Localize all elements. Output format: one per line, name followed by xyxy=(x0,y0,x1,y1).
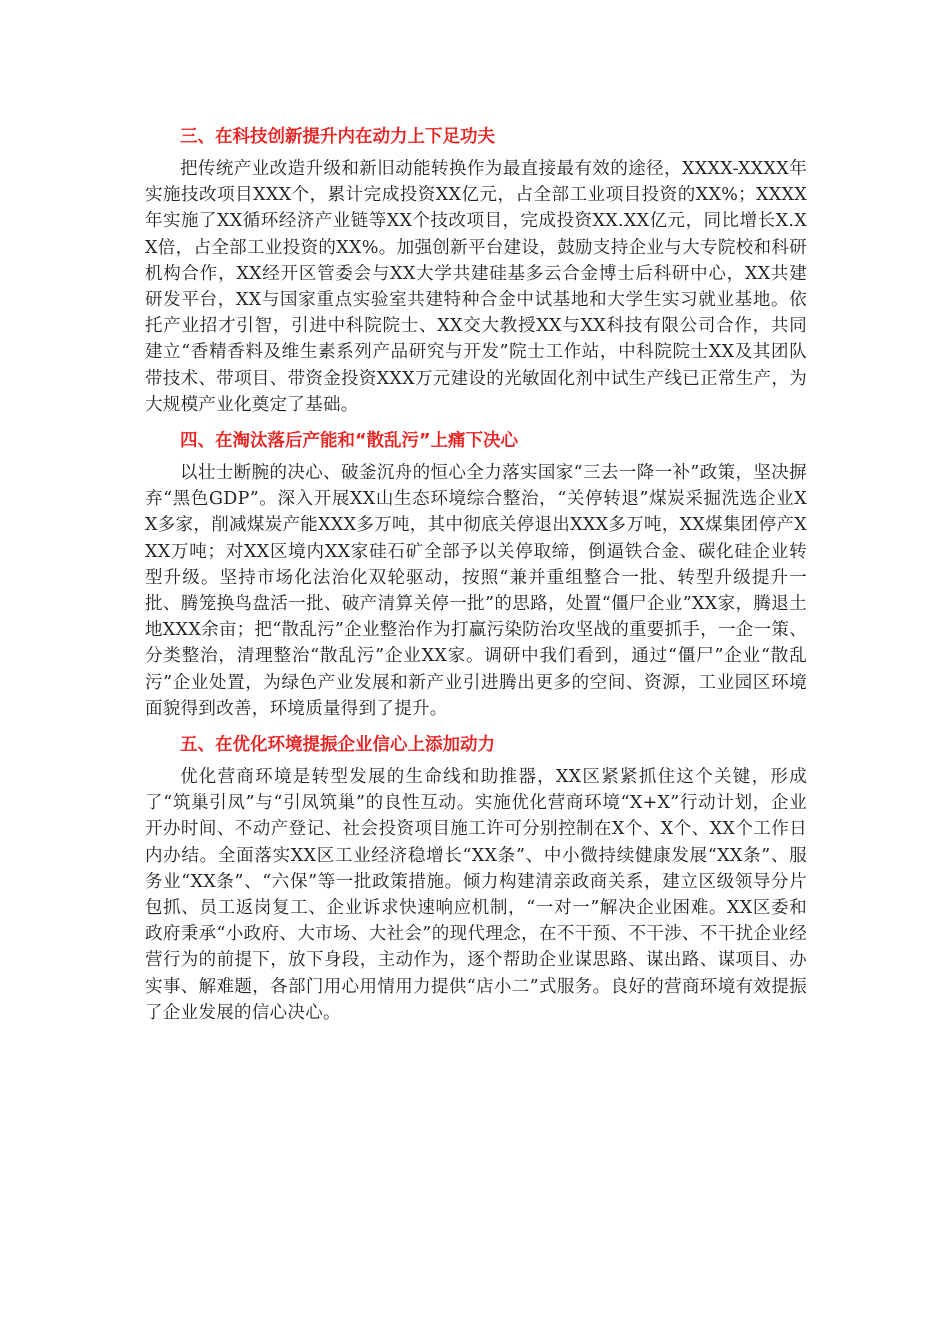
section-business-environment xyxy=(145,730,807,1026)
section-heading: 五、在优化环境提振企业信心上添加动力 xyxy=(180,735,495,756)
section-body: 把传统产业改造升级和新旧动能转换作为最直接最有效的途径，XXXX-XXXX年实施技改项目XXX个，累计完成投资XX亿元，占全部工业项目投资的XX%；XXXX年实施了XX循环经济产业链等XX个技改项目，完成投资XX.XX亿元，同比增长X.XX倍，占全部工业投资的XX%。加强创新平台建设，鼓励支持企业与大专院校和科研机构合作，XX经开区管委会与XX大学共建硅基多云合金博士后科研中心，XX共建研发平台，XX与国家重点实验室共建特种合金中试基地和大学生实习就业基地。依托产业招才引智，引进中科院院士、XX交大教授XX与XX科技有限公司合作，共同建立“香精香料及维生素系列产品研究与开发”院士工作站，中科院院士XX及其团队带技术、带项目、带资金投资XXX万元建设的光敏固化剂中试生产线已正常生产，为大规模产业化奠定了基础。 xyxy=(145,159,807,415)
section-tech-innovation xyxy=(145,122,807,418)
section-body: 优化营商环境是转型发展的生命线和助推器，XX区紧紧抓住这个关键，形成了“筑巢引凤”与“引凤筑巢”的良性互动。实施优化营商环境“X+X”行动计划，企业开办时间、不动产登记、社会投资项目施工许可分别控制在X个、X个、XX个工作日内办结。全面落实XX区工业经济稳增长“XX条”、中小微持续健康发展“XX条”、服务业“XX条”、“六保”等一批政策措施。倾力构建清亲政商关系，建立区级领导分片包抓、员工返岗复工、企业诉求快速响应机制，“一对一”解决企业困难。XX区委和政府秉承“小政府、大市场、大社会”的现代理念，在不干预、不干涉、不干扰企业经营行为的前提下，放下身段，主动作为，逐个帮助企业谋思路、谋出路、谋项目、办实事、解难题，各部门用心用情用力提供“店小二”式服务。良好的营商环境有效提振了企业发展的信心决心。 xyxy=(145,767,807,1023)
document-page xyxy=(145,122,807,1034)
section-body: 以壮士断腕的决心、破釜沉舟的恒心全力落实国家“三去一降一补”政策，坚决摒弃“黑色GDP”。深入开展XX山生态环境综合整治，“关停转退”煤炭采掘洗选企业XX多家，削减煤炭产能XXX多万吨，其中彻底关停退出XXX多万吨，XX煤集团停产XXX万吨；对XX区境内XX家硅石矿全部予以关停取缔，倒逼铁合金、碳化硅企业转型升级。坚持市场化法治化双轮驱动，按照“兼并重组整合一批、转型升级提升一批、腾笼换鸟盘活一批、破产清算关停一批”的思路，处置“僵尸企业”XX家，腾退土地XXX余亩；把“散乱污”企业整治作为打赢污染防治攻坚战的重要抓手，一企一策、分类整治，清理整治“散乱污”企业XX家。调研中我们看到，通过“僵尸”企业“散乱污”企业处置，为绿色产业发展和新产业引进腾出更多的空间、资源，工业园区环境面貌得到改善，环境质量得到了提升。 xyxy=(145,463,807,719)
section-eliminate-capacity xyxy=(145,426,807,722)
section-heading: 三、在科技创新提升内在动力上下足功夫 xyxy=(180,127,495,147)
section-heading: 四、在淘汰落后产能和“散乱污”上痛下决心 xyxy=(180,431,519,452)
